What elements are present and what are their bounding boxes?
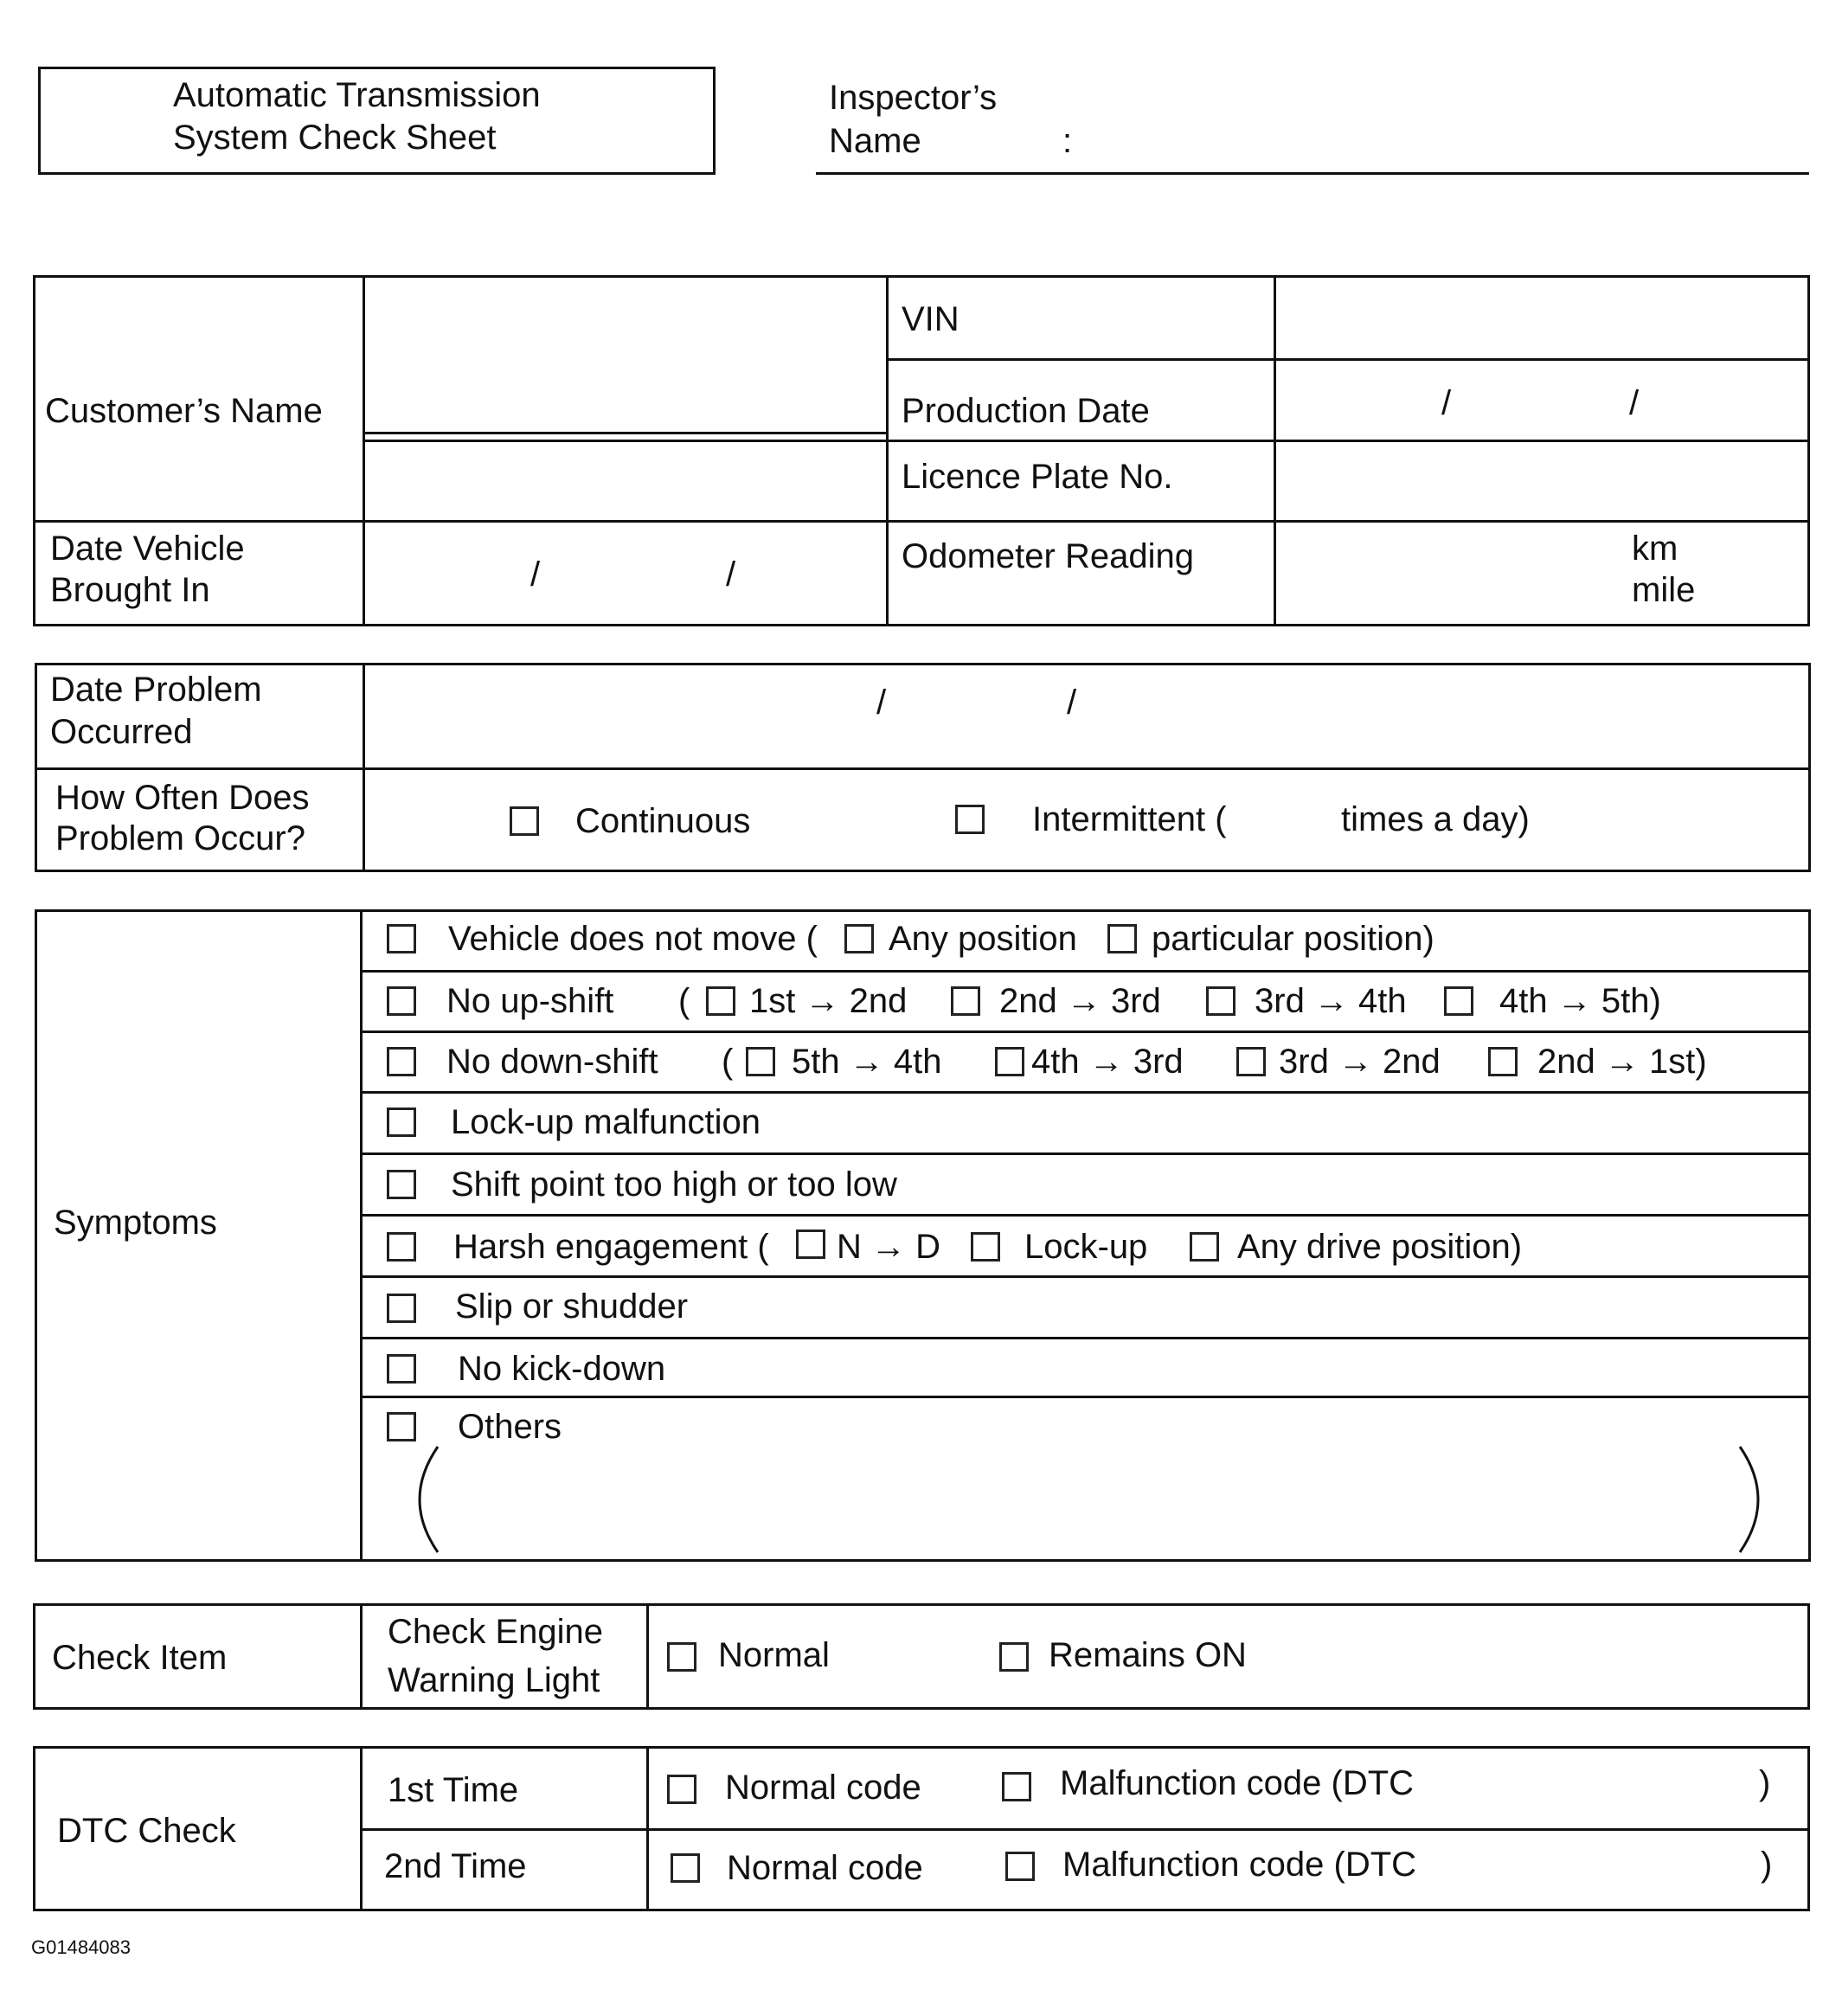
harsh-lock-up-checkbox[interactable] (971, 1232, 1000, 1262)
harsh-n-d-checkbox[interactable] (796, 1230, 825, 1259)
upshift-1st-2nd-checkbox[interactable] (706, 986, 735, 1016)
check-item-table (33, 1603, 1810, 1710)
date-brought-slash: / (530, 555, 541, 594)
divider (35, 767, 1811, 770)
dtc-first-normal-checkbox[interactable] (667, 1775, 696, 1804)
vin-label: VIN (902, 300, 960, 338)
divider (360, 1091, 1811, 1094)
date-problem-slash: / (1067, 684, 1077, 722)
upshift-4th-5th-label: 4th → 5th) (1499, 982, 1661, 1020)
dtc-first-malfunction-checkbox[interactable] (1002, 1772, 1031, 1801)
others-open-bracket (408, 1443, 443, 1556)
shift-point-label: Shift point too high or too low (451, 1165, 897, 1204)
harsh-n-d-label: N → D (837, 1228, 940, 1266)
shift-point-checkbox[interactable] (387, 1170, 416, 1199)
no-up-shift-open-paren: ( (678, 982, 690, 1020)
divider (363, 432, 886, 434)
downshift-4th-3rd-checkbox[interactable] (995, 1047, 1024, 1076)
inspector-label-line-2: Name (829, 122, 921, 160)
vehicle-does-not-move-checkbox[interactable] (387, 924, 416, 953)
intermittent-checkbox[interactable] (955, 805, 985, 834)
unit-km: km (1632, 530, 1678, 568)
warning-light-normal-checkbox[interactable] (667, 1642, 696, 1672)
date-problem-slash: / (876, 684, 887, 722)
upshift-2nd-3rd-checkbox[interactable] (951, 986, 980, 1016)
downshift-5th-4th-checkbox[interactable] (746, 1047, 775, 1076)
how-often-label-line-1: How Often Does (55, 779, 310, 817)
others-checkbox[interactable] (387, 1412, 416, 1441)
no-up-shift-label: No up-shift (446, 982, 614, 1020)
divider (363, 440, 886, 442)
slip-or-shudder-label: Slip or shudder (455, 1287, 689, 1326)
divider (646, 1603, 649, 1710)
odometer-label: Odometer Reading (902, 537, 1194, 575)
upshift-3rd-4th-label: 3rd → 4th (1255, 982, 1407, 1020)
date-brought-label-line-2: Brought In (50, 571, 210, 609)
upshift-4th-5th-checkbox[interactable] (1444, 986, 1473, 1016)
others-label: Others (458, 1408, 562, 1446)
upshift-3rd-4th-checkbox[interactable] (1206, 986, 1235, 1016)
divider (360, 1214, 1811, 1217)
divider (886, 275, 889, 626)
inspector-label-line-1: Inspector’s (829, 79, 998, 117)
production-date-slash: / (1629, 384, 1640, 422)
upshift-1st-2nd-label: 1st → 2nd (749, 982, 908, 1020)
no-kick-down-checkbox[interactable] (387, 1354, 416, 1384)
dtc-second-normal-checkbox[interactable] (671, 1853, 700, 1883)
harsh-any-drive-checkbox[interactable] (1190, 1232, 1219, 1262)
particular-position-label: particular position) (1152, 920, 1434, 958)
lock-up-malfunction-checkbox[interactable] (387, 1108, 416, 1137)
warning-light-normal-label: Normal (718, 1636, 830, 1674)
any-position-checkbox[interactable] (844, 924, 874, 953)
divider (360, 1603, 363, 1710)
particular-position-checkbox[interactable] (1107, 924, 1137, 953)
slip-or-shudder-checkbox[interactable] (387, 1294, 416, 1323)
inspector-name-line[interactable] (816, 172, 1809, 175)
downshift-3rd-2nd-checkbox[interactable] (1236, 1047, 1266, 1076)
no-down-shift-open-paren: ( (722, 1043, 734, 1081)
check-item-label: Check Item (52, 1639, 228, 1677)
how-often-label-line-2: Problem Occur? (55, 819, 305, 857)
dtc-second-malfunction-checkbox[interactable] (1005, 1852, 1035, 1881)
divider (360, 1275, 1811, 1278)
check-engine-label-line-1: Check Engine (388, 1613, 604, 1651)
vehicle-does-not-move-label: Vehicle does not move ( (448, 920, 818, 958)
divider (360, 1396, 1811, 1398)
check-engine-label-line-2: Warning Light (388, 1661, 600, 1699)
downshift-4th-3rd-label: 4th → 3rd (1031, 1043, 1184, 1081)
date-brought-label-line-1: Date Vehicle (50, 530, 245, 568)
dtc-first-time-label: 1st Time (388, 1771, 519, 1809)
harsh-engagement-label: Harsh engagement ( (453, 1228, 769, 1266)
intermittent-label: Intermittent ( (1032, 800, 1227, 838)
downshift-2nd-1st-label: 2nd → 1st) (1537, 1043, 1707, 1081)
continuous-checkbox[interactable] (510, 806, 539, 836)
dtc-first-close-paren: ) (1759, 1764, 1771, 1802)
date-problem-label-line-1: Date Problem (50, 671, 262, 709)
any-position-label: Any position (889, 920, 1077, 958)
dtc-second-time-label: 2nd Time (384, 1847, 527, 1885)
divider (1274, 275, 1276, 626)
no-down-shift-checkbox[interactable] (387, 1047, 416, 1076)
divider (363, 275, 365, 626)
date-problem-label-line-2: Occurred (50, 713, 193, 751)
divider (360, 1030, 1811, 1033)
dtc-first-malfunction-label: Malfunction code (DTC (1060, 1764, 1415, 1802)
title-line-1: Automatic Transmission (173, 76, 541, 114)
divider (360, 1152, 1811, 1155)
upshift-2nd-3rd-label: 2nd → 3rd (999, 982, 1161, 1020)
title-line-2: System Check Sheet (173, 119, 497, 157)
dtc-check-label: DTC Check (57, 1812, 236, 1850)
production-date-slash: / (1441, 384, 1452, 422)
date-brought-slash: / (726, 555, 736, 594)
no-down-shift-label: No down-shift (446, 1043, 658, 1081)
inspector-colon: : (1062, 122, 1073, 160)
harsh-lock-up-label: Lock-up (1024, 1228, 1148, 1266)
divider (360, 970, 1811, 973)
dtc-second-close-paren: ) (1761, 1846, 1773, 1884)
continuous-label: Continuous (575, 802, 751, 840)
divider (886, 440, 1810, 442)
downshift-3rd-2nd-label: 3rd → 2nd (1279, 1043, 1441, 1081)
downshift-2nd-1st-checkbox[interactable] (1488, 1047, 1518, 1076)
production-date-label: Production Date (902, 392, 1150, 430)
no-up-shift-checkbox[interactable] (387, 986, 416, 1016)
others-close-bracket (1735, 1443, 1769, 1556)
divider (886, 358, 1810, 361)
divider (33, 520, 1810, 523)
downshift-5th-4th-label: 5th → 4th (792, 1043, 942, 1081)
dtc-second-normal-label: Normal code (727, 1849, 923, 1887)
dtc-second-malfunction-label: Malfunction code (DTC (1062, 1846, 1417, 1884)
lock-up-malfunction-label: Lock-up malfunction (451, 1103, 761, 1141)
warning-light-remains-on-label: Remains ON (1049, 1636, 1247, 1674)
licence-plate-label: Licence Plate No. (902, 458, 1173, 496)
unit-mile: mile (1632, 571, 1696, 609)
divider (360, 1828, 1810, 1831)
customer-name-label: Customer’s Name (45, 392, 323, 430)
warning-light-remains-on-checkbox[interactable] (999, 1642, 1029, 1672)
divider (360, 1337, 1811, 1339)
divider (360, 909, 363, 1562)
figure-id: G01484083 (31, 1936, 131, 1958)
dtc-first-normal-label: Normal code (725, 1769, 921, 1807)
times-a-day-label: times a day) (1341, 800, 1530, 838)
no-kick-down-label: No kick-down (458, 1350, 666, 1388)
harsh-engagement-checkbox[interactable] (387, 1232, 416, 1262)
harsh-any-drive-label: Any drive position) (1237, 1228, 1523, 1266)
symptoms-label: Symptoms (54, 1204, 217, 1242)
